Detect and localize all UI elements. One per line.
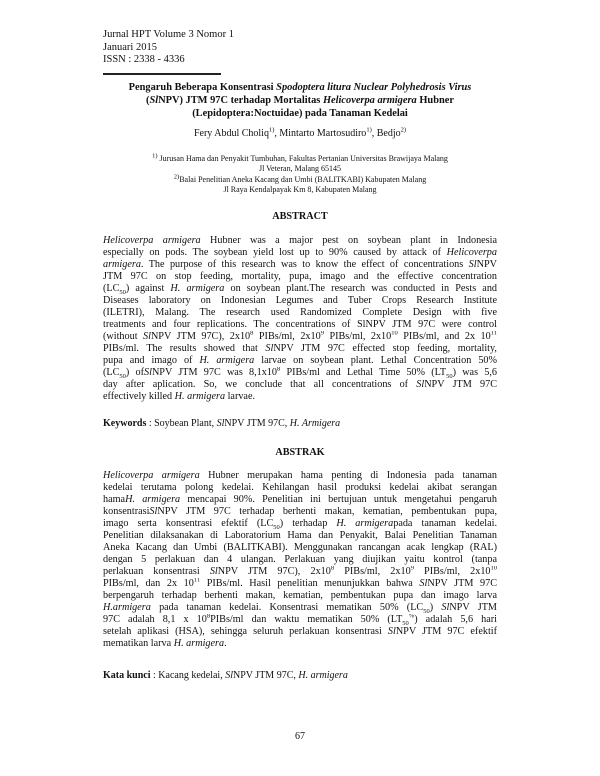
journal-issn: ISSN : 2338 - 4336 [103, 54, 185, 65]
journal-header [103, 29, 234, 67]
kata-kunci: Kata kunci : Kacang kedelai, SlNPV JTM 97C, H. armigera [103, 670, 348, 681]
affiliations: $^{1)}$ Jurusan Hama dan Penyakit Tumbuhan, Fakultas Pertanian Universitas Brawijaya Malang Jl Veteran, Malang 65145 $^{2)}$Balai Penelitian Aneka Kacang dan Umbi (BALITKABI) Kabupaten Malang Jl Raya Kendalpayak Km 8, Kabupaten Malang [152, 152, 448, 195]
journal-volume: Jurnal HPT Volume 3 Nomor 1 [103, 29, 234, 40]
abstrak-heading: ABSTRAK [275, 447, 325, 458]
journal-date: Januari 2015 [103, 41, 157, 53]
abstract-body: Helicoverpa armigera Hubner was a major pest on soybean plant in Indonesia especially on pods. The soybean yield lost up to 90% caused by attack of Helicoverpa armigera. The purpose of this research was to know the effect of concentrations SlNPV JTM 97C on stop feeding, mortality, pupa, imago and the effective concentration $(LC_{50})$ against H. armigera on soybean plant.The research was conducted in Pests and Diseases laboratory on Indonesian Legumes and Tuber Crops Research Institute (ILETRI), Malang. The research used Randomized Complete Design with five treatments and four replications. The concentrations of SlNPV JTM 97C were control (without SlNPV JTM 97C), $2x10^8$ PIBs/ml, $2x10^9$ PIBs/ml, $2x10^{10}$ PIBs/ml, and 2x $10^{11}$ PIBs/ml. The results showed that SlNPV JTM 97C effected stop feeding, mortality, pupa and imago of H. armigera larvae on soybean plant. Lethal Concentration 50% $(LC_{50})$ ofSlNPV JTM 97C was $8,1x10^8$ PIBs/ml and Lethal Time 50% $(LT_{50})$ was 5,6 day after aplication. So, we conclude that all concentrations of SlNPV JTM 97C effectively killed H. armigera larvae. [103, 235, 497, 402]
page-number: 67 [295, 731, 305, 742]
abstract-heading: ABSTRACT [272, 211, 328, 222]
header-rule [103, 73, 221, 75]
author-list: Fery Abdul Choliq$^{1)}$, Mintarto Martosudiro$^{1)}$, Bedjo$^{2)}$ [193, 126, 407, 139]
paper-title: Pengaruh Beberapa Konsentrasi Spodoptera litura Nuclear Polyhedrosis Virus (SlNPV) JTM 97C terhadap Mortalitas Helicoverpa armigera Hubner (Lepidoptera:Noctuidae) pada Tanaman Kedelai [128, 82, 472, 119]
keywords: Keywords : Soybean Plant, SlNPV JTM 97C, H. Armigera [103, 418, 341, 429]
abstrak-body: Helicoverpa armigera Hubner merupakan hama penting di Indonesia pada tanaman kedelai terutama polong kedelai. Kehilangan hasil produksi kedelai akibat serangan hamaH. armigera mencapai 90%. Penelitian ini bertujuan untuk mengetahui pengaruh konsentrasiSlNPV JTM 97C terhadap berhenti makan, kematian, pembentukan pupa, imago serta konsentrasi efektif $(LC_{50})$ terhadap H. armigerapada tanaman kedelai. Penelitian dilaksanakan di Laboratorium Hama dan Penyakit, Balai Penelitian Tanaman Aneka Kacang dan Umbi (BALITKABI). Menggunakan rancangan acak lengkap (RAL) dengan 5 perlakuan dan 4 ulangan. Perlakuan yang diujikan yaitu kontrol (tanpa perlakuan konsentrasi SlNPV JTM 97C), $2x10^8$ PIBs/ml, $2x10^9$ PIBs/ml, $2x10^{10}$ PIBs/ml, dan 2x $10^{11}$ PIBs/ml. Hasil penelitian menunjukkan bahwa SlNPV JTM 97C berpengaruh terhadap berhenti makan, kematian, pembentukan pupa dan imago larva H.armigera pada tanaman kedelai. Konsentrasi mematikan 50% $(LC_{50})$ SlNPV JTM 97C adalah 8,1 x $10^8PIBs/ml$ dan waktu mematikan 50% $(LT_{50}^{\%})$ adalah 5,6 hari setelah aplikasi (HSA), sehingga seluruh perlakuan konsentrasi SlNPV JTM 97C efektif mematikan larva H. armigera. [103, 470, 497, 649]
